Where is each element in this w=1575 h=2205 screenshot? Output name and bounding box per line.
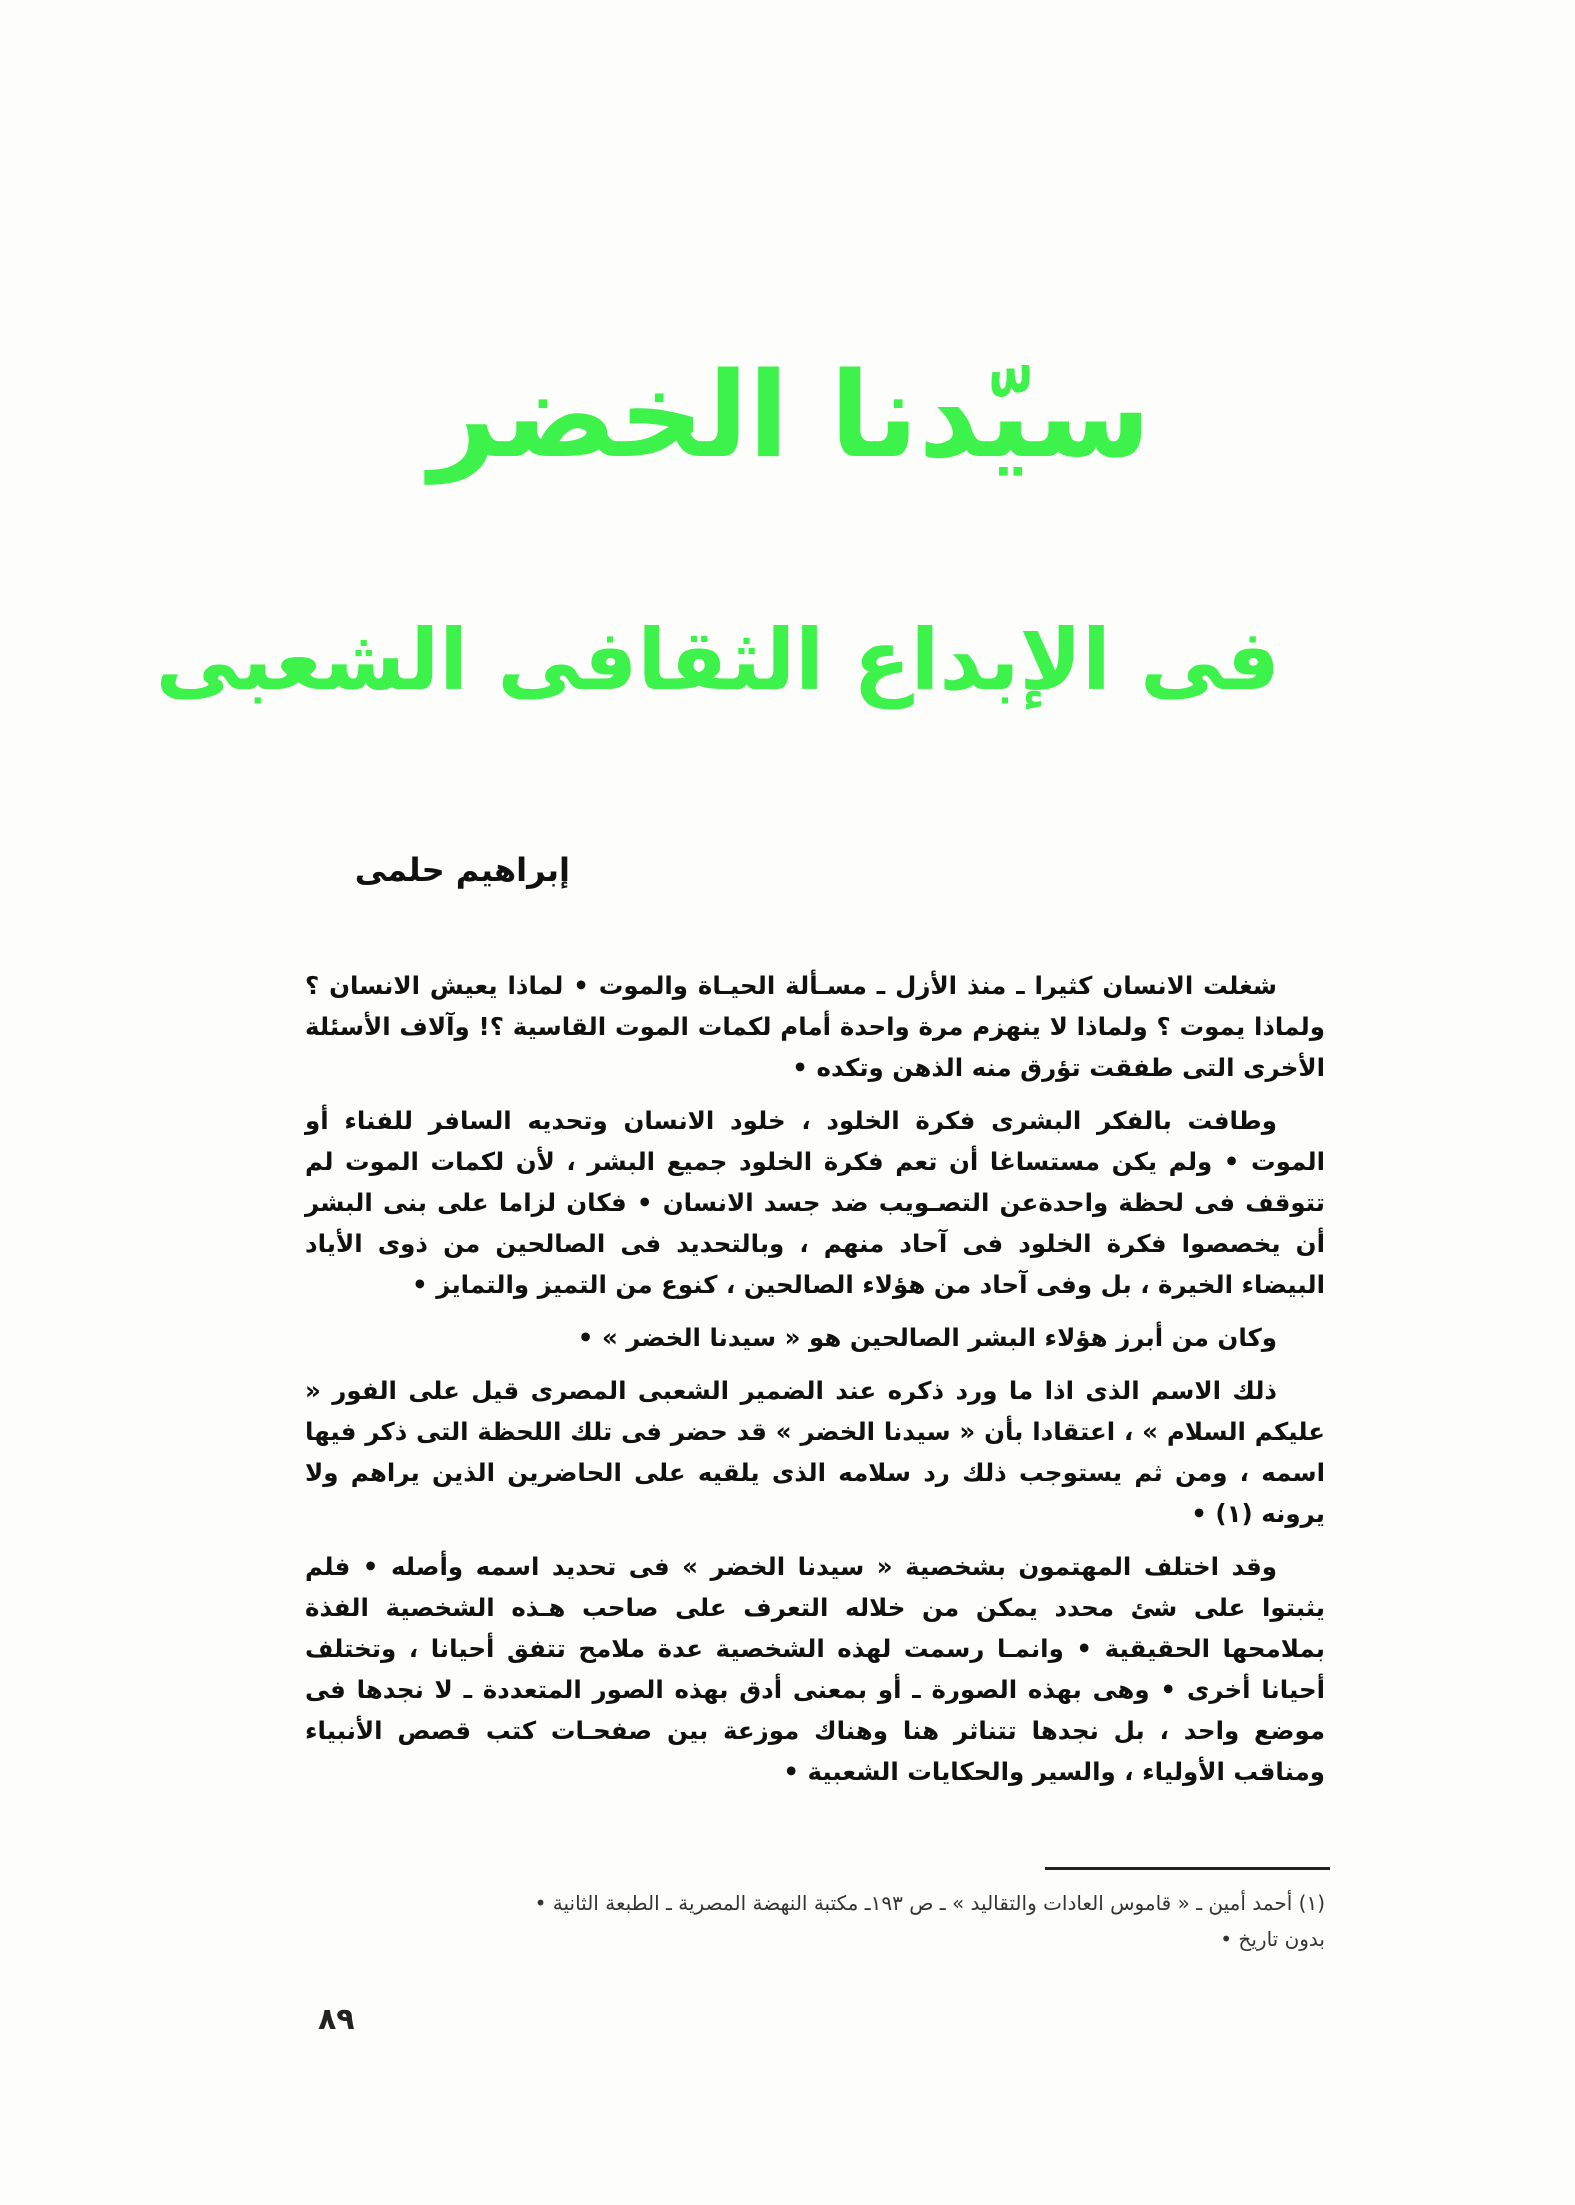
footnote-line: (١) أحمد أمين ـ « قاموس العادات والتقاليد » ـ ص ١٩٣ـ مكتبة النهضة المصرية ـ الطبعة الثانية • xyxy=(534,1891,1325,1915)
author-name: إبراهيم حلمى xyxy=(354,851,570,889)
paragraph: وطافت بالفكر البشرى فكرة الخلود ، خلود الانسان وتحديه السافر للفناء أو الموت • ولم يكن مستساغا أن تعم فكرة الخلود جميع البشر ، لأن لكمات الموت لم تتوقف فى لحظة واحدةعن التصـويب ضد جسد الانسان • فكان لزاما على بنى البشر أن يخصصوا فكرة الخلود فى آحاد منهم ، وبالتحديد فى الصالحين من ذوى الأياد البيضاء الخيرة ، بل وفى آحاد من هؤلاء الصالحين ، كنوع من التميز والتمايز • xyxy=(305,1106,1325,1299)
footnote-line: بدون تاريخ • xyxy=(1220,1927,1325,1951)
paragraph: ذلك الاسم الذى اذا ما ورد ذكره عند الضمير الشعبى المصرى قيل على الفور « عليكم السلام » ، اعتقادا بأن « سيدنا الخضر » قد حضر فى تلك اللحظة التى ذكر فيها اسمه ، ومن ثم يستوجب ذلك رد سلامه الذى يلقيه على الحاضرين الذين يراهم ولا يرونه (١) • xyxy=(305,1376,1325,1528)
paragraph: وقد اختلف المهتمون بشخصية « سيدنا الخضر » فى تحديد اسمه وأصله • فلم يثبتوا على شئ محدد يمكن من خلاله التعرف على صاحب هـذه الشخصية الفذة بملامحها الحقيقية • وانمـا رسمت لهذه الشخصية عدة ملامح تتفق أحيانا ، وتختلف أحيانا أخرى • وهى بهذه الصورة ـ أو بمعنى أدق بهذه الصور المتعددة ـ لا نجدها فى موضع واحد ، بل نجدها تتناثر هنا وهناك موزعة بين صفحـات كتب قصص الأنبياء ومناقب الأولياء ، والسير والحكايات الشعبية • xyxy=(305,1552,1325,1786)
article-body xyxy=(305,965,1325,1804)
article-subtitle: فى الإبداع الثقافى الشعبى xyxy=(155,611,1280,709)
paragraph: شغلت الانسان كثيرا ـ منذ الأزل ـ مسـألة الحيـاة والموت • لماذا يعيش الانسان ؟ ولماذا يموت ؟ ولماذا لا ينهزم مرة واحدة أمام لكمات الموت القاسية ؟! وآلاف الأسئلة الأخرى التى طفقت تؤرق منه الذهن وتكده • xyxy=(305,971,1325,1082)
article-title: سيّدنا الخضر xyxy=(429,346,1151,484)
footnote xyxy=(305,1885,1325,1957)
footnote-divider xyxy=(1045,1867,1330,1870)
page-number: ٨٩ xyxy=(318,2002,355,2037)
paragraph: وكان من أبرز هؤلاء البشر الصالحين هو « سيدنا الخضر » • xyxy=(577,1323,1277,1352)
